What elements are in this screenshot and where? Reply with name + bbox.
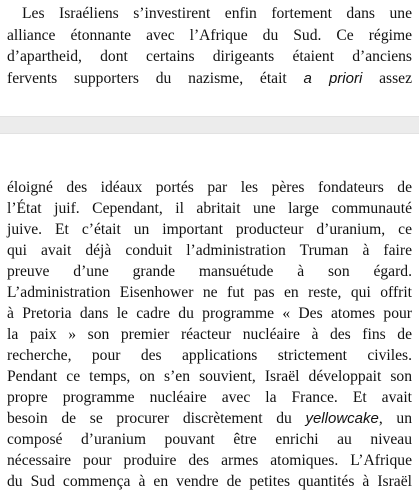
- text-run: assez: [362, 70, 412, 87]
- text-line: éloigné des idéaux portés par les pères fondateurs de: [7, 179, 412, 196]
- text-line: à Pretoria dans le cadre du programme « Des atomes pour: [7, 305, 412, 322]
- text-line: propre programme nucléaire avec la France. Et avait: [7, 389, 412, 406]
- text-line: nécessaire pour produire des armes atomiques. L’Afrique: [7, 452, 412, 469]
- text-line: juive. Et c’était un important producteur d’uranium, ce: [7, 221, 412, 238]
- page-top: [0, 0, 419, 116]
- text-line: recherche, pour des applications strictement civiles.: [7, 347, 412, 364]
- text-line: d’apartheid, dont certains dirigeants étaient d’anciens: [7, 48, 412, 65]
- text-run: besoin de se procurer discrètement du: [7, 410, 306, 427]
- text-line: composé d’uranium pouvant être enrichi au niveau: [7, 431, 412, 448]
- text-line: preuve d’une grande mansuétude à son égard.: [7, 263, 412, 280]
- text-line: L’administration Eisenhower ne fut pas en reste, qui offrit: [7, 284, 412, 301]
- emphasis-text: a priori: [303, 70, 363, 87]
- text-line: l’État juif. Cependant, il abritait une large communauté: [7, 200, 412, 217]
- page-separator: [0, 116, 419, 134]
- text-line: [7, 69, 412, 89]
- text-line: la paix » son premier réacteur nucléaire à des fins de: [7, 326, 412, 343]
- emphasis-text: yellowcake: [305, 410, 379, 427]
- page-bottom: [0, 134, 419, 490]
- text-run: , un: [378, 410, 412, 427]
- text-line: alliance étonnante avec l’Afrique du Sud. Ce régime: [7, 27, 412, 44]
- text-line: du Sud commença à en vendre de petites quantités à Israël: [7, 473, 412, 490]
- text-line: Pendant ce temps, on s’en souvient, Israël développait son: [7, 368, 412, 385]
- text-line: qui avait déjà conduit l’administration Truman à faire: [7, 242, 412, 259]
- text-line: [7, 409, 412, 429]
- text-run: fervents supporters du nazisme, était: [7, 70, 304, 87]
- text-line: Les Israéliens s’investirent enfin fortement dans une: [22, 5, 412, 22]
